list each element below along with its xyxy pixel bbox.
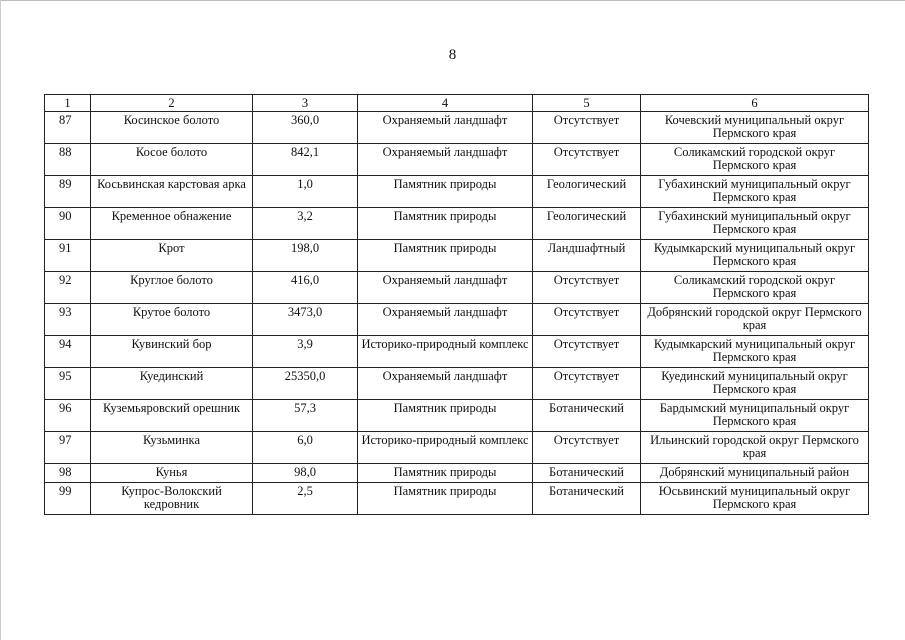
area-cell: 198,0 xyxy=(253,240,358,272)
profile-cell: Ботанический xyxy=(533,483,641,515)
municipality-cell: Губахинский муниципальный округ Пермского края xyxy=(641,208,869,240)
category-cell: Охраняемый ландшафт xyxy=(358,144,533,176)
category-cell: Памятник природы xyxy=(358,400,533,432)
column-header-4: 4 xyxy=(358,95,533,112)
municipality-cell: Добрянский муниципальный район xyxy=(641,464,869,483)
row-number-cell: 93 xyxy=(45,304,91,336)
area-cell: 416,0 xyxy=(253,272,358,304)
area-cell: 1,0 xyxy=(253,176,358,208)
table-row xyxy=(45,336,869,368)
row-number-cell: 91 xyxy=(45,240,91,272)
area-cell: 360,0 xyxy=(253,112,358,144)
profile-cell: Отсутствует xyxy=(533,368,641,400)
row-number-cell: 89 xyxy=(45,176,91,208)
scan-top-edge xyxy=(0,0,905,1)
protected-areas-table xyxy=(44,94,869,515)
municipality-cell: Бардымский муниципальный округ Пермского края xyxy=(641,400,869,432)
table-row xyxy=(45,272,869,304)
municipality-cell: Ильинский городской округ Пермского края xyxy=(641,432,869,464)
page-number: 8 xyxy=(448,47,457,63)
category-cell: Памятник природы xyxy=(358,483,533,515)
name-cell: Крутое болото xyxy=(91,304,253,336)
category-cell: Памятник природы xyxy=(358,464,533,483)
area-cell: 842,1 xyxy=(253,144,358,176)
municipality-cell: Юсьвинский муниципальный округ Пермского края xyxy=(641,483,869,515)
table-header-row xyxy=(45,95,869,112)
municipality-cell: Кудымкарский муниципальный округ Пермского края xyxy=(641,240,869,272)
table-row xyxy=(45,483,869,515)
municipality-cell: Куединский муниципальный округ Пермского края xyxy=(641,368,869,400)
column-header-2: 2 xyxy=(91,95,253,112)
row-number-cell: 92 xyxy=(45,272,91,304)
profile-cell: Отсутствует xyxy=(533,432,641,464)
column-header-5: 5 xyxy=(533,95,641,112)
category-cell: Памятник природы xyxy=(358,208,533,240)
table-row xyxy=(45,432,869,464)
name-cell: Кузьминка xyxy=(91,432,253,464)
municipality-cell: Губахинский муниципальный округ Пермского края xyxy=(641,176,869,208)
profile-cell: Отсутствует xyxy=(533,304,641,336)
table-body xyxy=(45,95,869,515)
area-cell: 3,9 xyxy=(253,336,358,368)
profile-cell: Ботанический xyxy=(533,400,641,432)
name-cell: Круглое болото xyxy=(91,272,253,304)
area-cell: 2,5 xyxy=(253,483,358,515)
table-row xyxy=(45,176,869,208)
municipality-cell: Кудымкарский муниципальный округ Пермского края xyxy=(641,336,869,368)
row-number-cell: 99 xyxy=(45,483,91,515)
municipality-cell: Соликамский городской округ Пермского края xyxy=(641,144,869,176)
table-row xyxy=(45,368,869,400)
category-cell: Охраняемый ландшафт xyxy=(358,112,533,144)
profile-cell: Отсутствует xyxy=(533,336,641,368)
row-number-cell: 88 xyxy=(45,144,91,176)
row-number-cell: 96 xyxy=(45,400,91,432)
municipality-cell: Добрянский городской округ Пермского края xyxy=(641,304,869,336)
category-cell: Охраняемый ландшафт xyxy=(358,272,533,304)
name-cell: Крот xyxy=(91,240,253,272)
row-number-cell: 97 xyxy=(45,432,91,464)
profile-cell: Ботанический xyxy=(533,464,641,483)
name-cell: Купрос-Волокский кедровник xyxy=(91,483,253,515)
category-cell: Охраняемый ландшафт xyxy=(358,304,533,336)
row-number-cell: 98 xyxy=(45,464,91,483)
name-cell: Косое болото xyxy=(91,144,253,176)
name-cell: Кувинский бор xyxy=(91,336,253,368)
category-cell: Историко-природный комплекс xyxy=(358,336,533,368)
table-row xyxy=(45,144,869,176)
column-header-3: 3 xyxy=(253,95,358,112)
area-cell: 25350,0 xyxy=(253,368,358,400)
name-cell: Кременное обнажение xyxy=(91,208,253,240)
profile-cell: Геологический xyxy=(533,176,641,208)
column-header-1: 1 xyxy=(45,95,91,112)
area-cell: 98,0 xyxy=(253,464,358,483)
category-cell: Историко-природный комплекс xyxy=(358,432,533,464)
profile-cell: Отсутствует xyxy=(533,144,641,176)
name-cell: Куземьяровский орешник xyxy=(91,400,253,432)
table-row xyxy=(45,400,869,432)
table-row xyxy=(45,208,869,240)
table-row xyxy=(45,464,869,483)
category-cell: Памятник природы xyxy=(358,176,533,208)
area-cell: 3,2 xyxy=(253,208,358,240)
row-number-cell: 94 xyxy=(45,336,91,368)
row-number-cell: 87 xyxy=(45,112,91,144)
area-cell: 6,0 xyxy=(253,432,358,464)
name-cell: Косинское болото xyxy=(91,112,253,144)
category-cell: Памятник природы xyxy=(358,240,533,272)
area-cell: 57,3 xyxy=(253,400,358,432)
table-row xyxy=(45,240,869,272)
profile-cell: Отсутствует xyxy=(533,272,641,304)
area-cell: 3473,0 xyxy=(253,304,358,336)
municipality-cell: Кочевский муниципальный округ Пермского края xyxy=(641,112,869,144)
profile-cell: Отсутствует xyxy=(533,112,641,144)
row-number-cell: 90 xyxy=(45,208,91,240)
table-row xyxy=(45,304,869,336)
name-cell: Куединский xyxy=(91,368,253,400)
profile-cell: Геологический xyxy=(533,208,641,240)
table-row xyxy=(45,112,869,144)
scan-left-edge xyxy=(0,0,1,640)
category-cell: Охраняемый ландшафт xyxy=(358,368,533,400)
column-header-6: 6 xyxy=(641,95,869,112)
profile-cell: Ландшафтный xyxy=(533,240,641,272)
name-cell: Кунья xyxy=(91,464,253,483)
row-number-cell: 95 xyxy=(45,368,91,400)
municipality-cell: Соликамский городской округ Пермского края xyxy=(641,272,869,304)
name-cell: Косьвинская карстовая арка xyxy=(91,176,253,208)
